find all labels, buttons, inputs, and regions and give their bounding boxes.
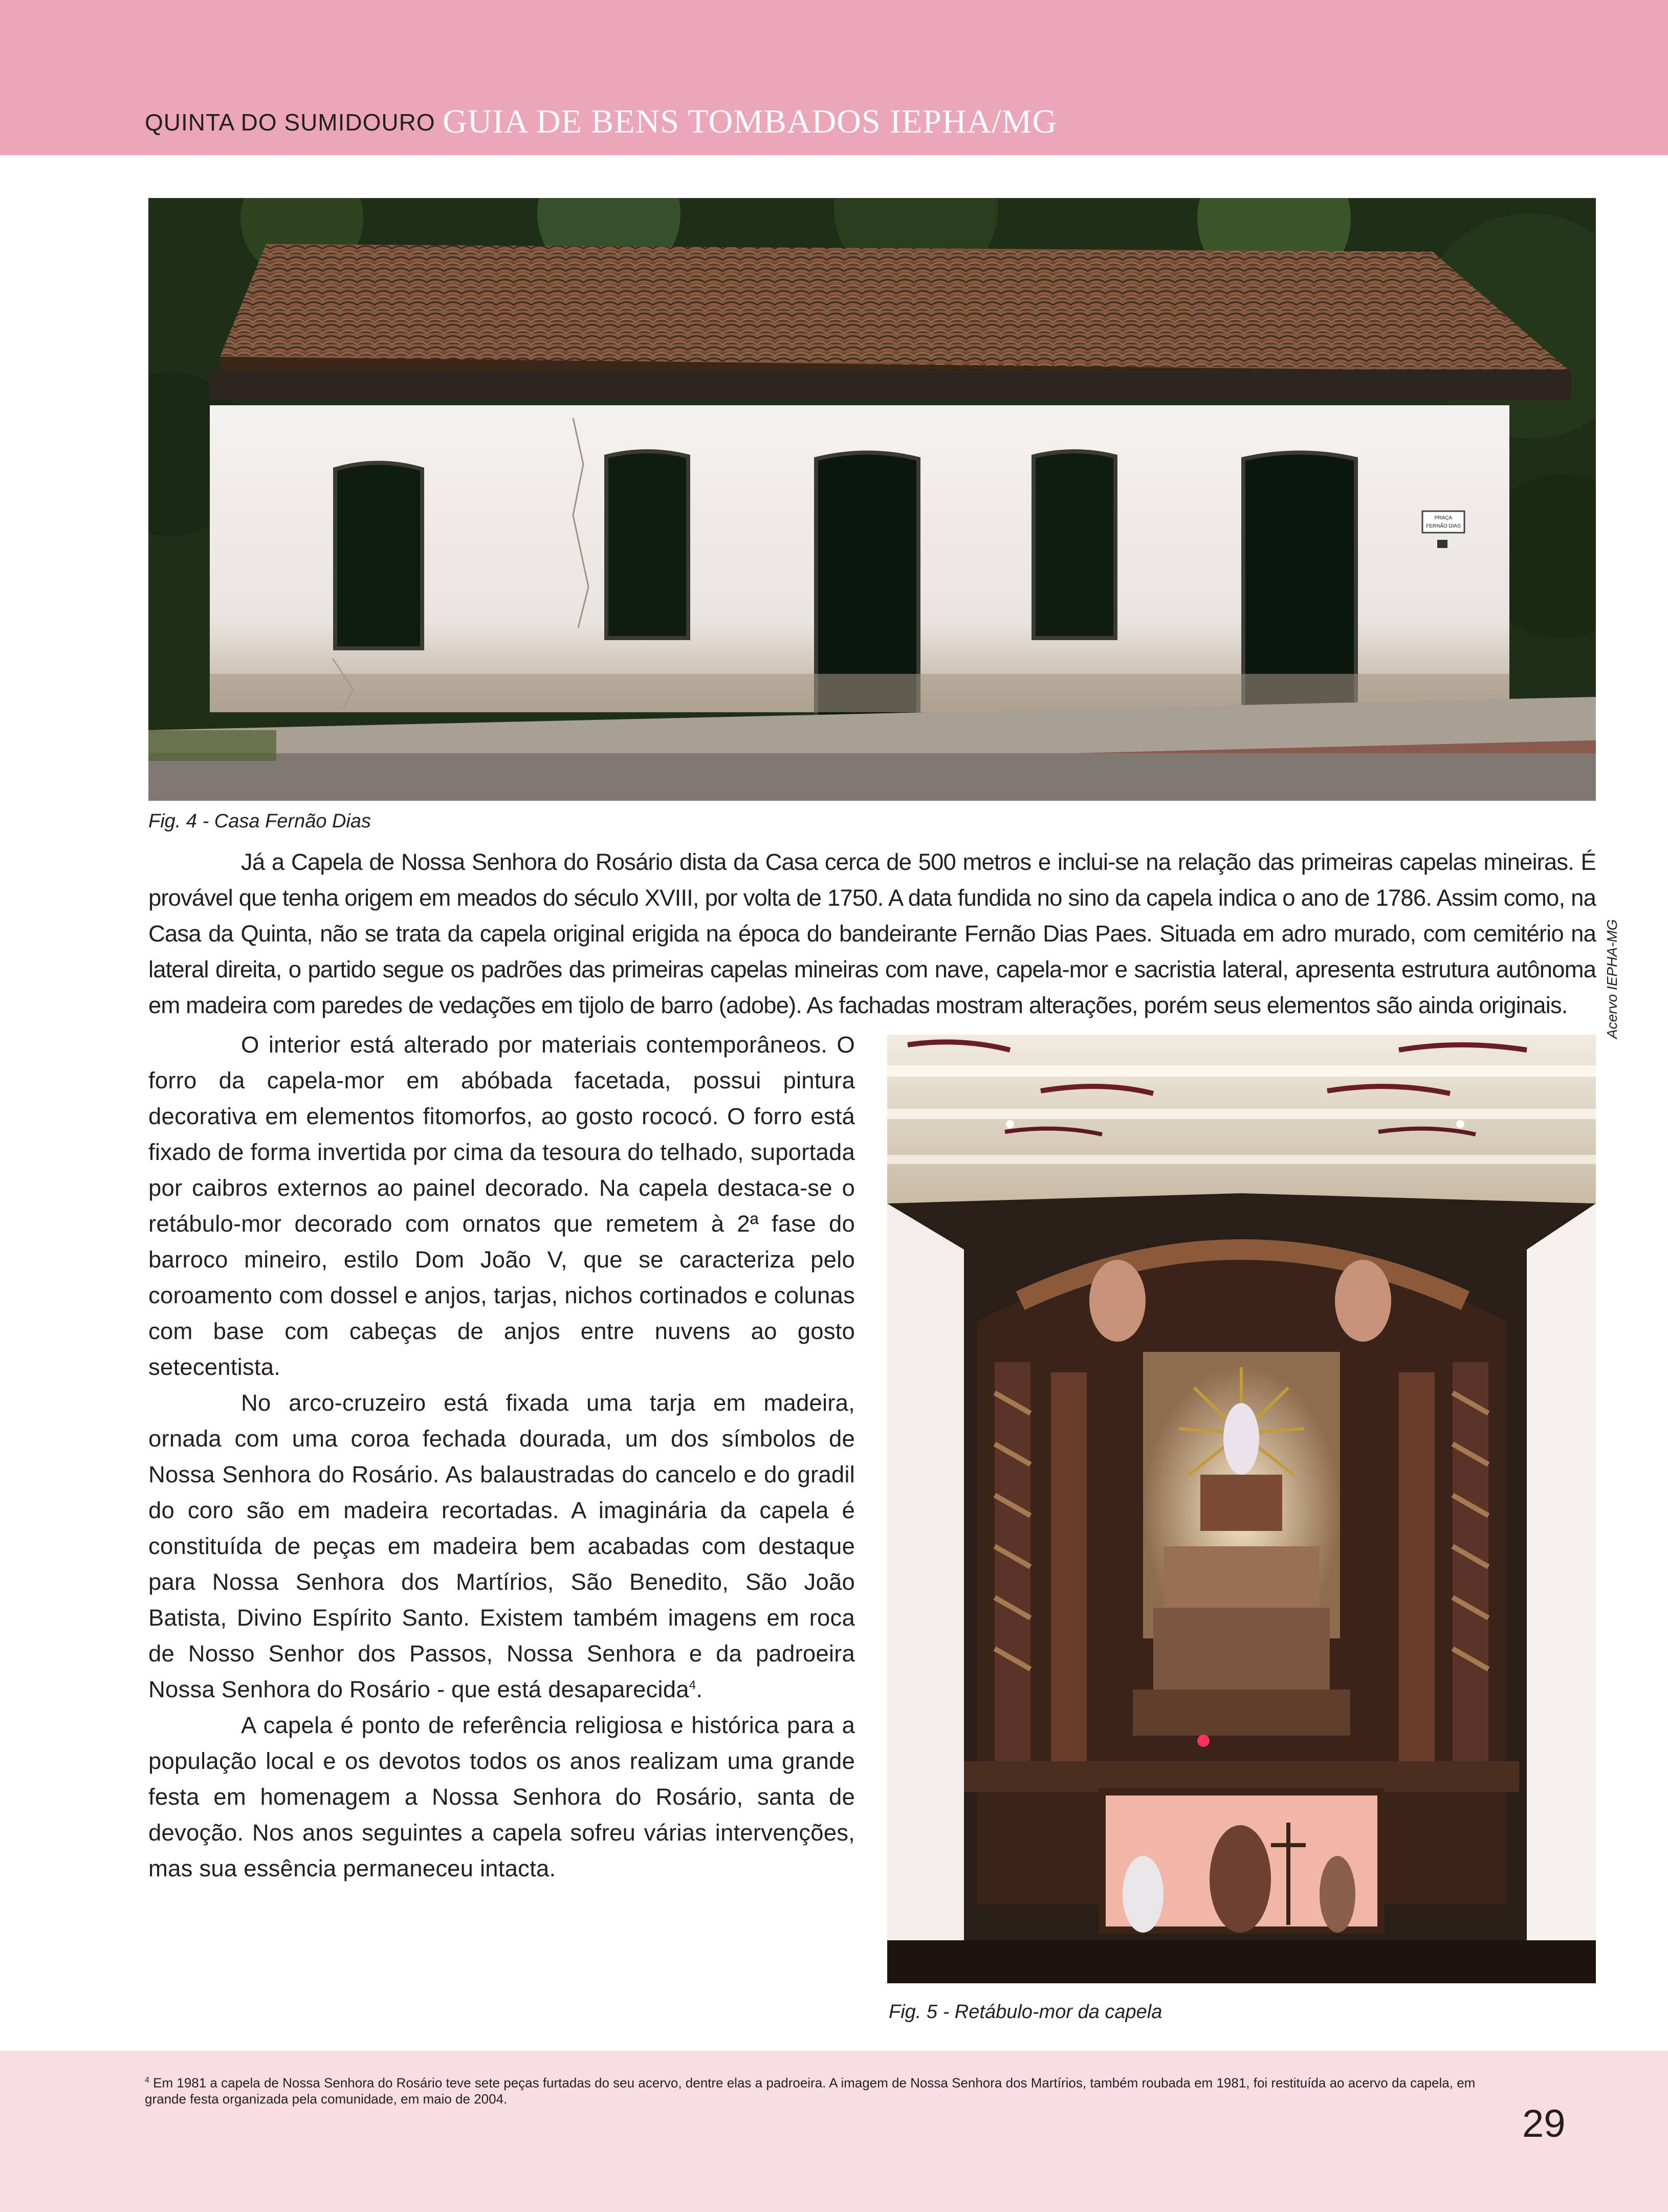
street-sign-line2: FERNÃO DIAS — [1426, 523, 1461, 529]
footnote-marker: 4 — [145, 2076, 149, 2085]
footnote-text: Em 1981 a capela de Nossa Senhora do Rosário teve sete peças furtadas do seu acervo, dentre elas a padroeira. A imagem de Nossa Senhora dos Martírios, também roubada em 1981, foi restituída ao acervo da capela, em grande festa organizada pela comunidade, em maio de 2004. — [145, 2075, 1476, 2107]
paragraph-1: Já a Capela de Nossa Senhora do Rosário dista da Casa cerca de 500 metros e inclui-se na relação das primeiras capelas mineiras. É provável que tenha origem em meados do século XVIII, por volta de 1750. A data fundida no sino da capela indica o ano de 1786. Assim como, na Casa da Quinta, não se trata da capela original erigida na época do bandeirante Fernão Dias Paes. Situada em adro murado, com cemitério na lateral direita, o partido segue os padrões das primeiras capelas mineiras com nave, capela-mor e sacristia lateral, apresenta estrutura autônoma em madeira com paredes de vedações em tijolo de barro (adobe). As fachadas mostram alterações, porém seus elementos são ainda originais. — [148, 849, 1596, 1018]
body-text-column — [148, 1027, 855, 1887]
footnote — [145, 2072, 1496, 2107]
figure-5-caption: Fig. 5 - Retábulo-mor da capela — [889, 2001, 1162, 2023]
photo-credit: Acervo IEPHA-MG — [1604, 919, 1620, 1039]
page-number: 29 — [1522, 2102, 1566, 2145]
body-text-intro — [148, 844, 1596, 1023]
header-publication-title: GUIA DE BENS TOMBADOS IEPHA/MG — [443, 103, 1058, 140]
paragraph-4: A capela é ponto de referência religiosa e histórica para a população local e os devotos todos os anos realizam uma grande festa em homenagem a Nossa Senhora do Rosário, santa de devoção. Nos anos seguintes a capela sofreu várias intervenções, mas sua essência permaneceu intacta. — [148, 1712, 855, 1881]
house-photo — [148, 198, 1596, 801]
header-section-title: QUINTA DO SUMIDOURO — [145, 109, 435, 136]
paragraph-3-text: No arco-cruzeiro está fixada uma tarja em madeira, ornada com uma coroa fechada dourada, um dos símbolos de Nossa Senhora do Rosário. As balaustradas do cancelo e do gradil do coro são em madeira recortadas. A imaginária da capela é constituída de peças em madeira bem acabadas com destaque para Nossa Senhora dos Martírios, São Benedito, São João Batista, Divino Espírito Santo. Existem também imagens em roca de Nosso Senhor dos Passos, Nossa Senhora e da padroeira Nossa Senhora do Rosário - que está desaparecida — [148, 1390, 855, 1702]
street-sign-line1: PRAÇA — [1434, 515, 1453, 521]
street-sign — [1422, 511, 1464, 533]
house-number-plate — [1437, 540, 1447, 548]
altarpiece-photo — [887, 1035, 1596, 1983]
figure-4-caption: Fig. 4 - Casa Fernão Dias — [148, 811, 371, 832]
paragraph-2: O interior está alterado por materiais contemporâneos. O forro da capela-mor em abóbada facetada, possui pintura decorativa em elementos fitomorfos, ao gosto rococó. O forro está fixado de forma invertida por cima da tesoura do telhado, suportada por caibros externos ao painel decorado. Na capela destaca-se o retábulo-mor decorado com ornatos que remetem à 2ª fase do barroco mineiro, estilo Dom João V, que se caracteriza pelo coroamento com dossel e anjos, tarjas, nichos cortinados e colunas com base com cabeças de anjos entre nuvens ao gosto setecentista. — [148, 1032, 855, 1380]
paragraph-3: No arco-cruzeiro está fixada uma tarja em madeira, ornada com uma coroa fechada dourada, um dos símbolos de Nossa Senhora do Rosário. As balaustradas do cancelo e do gradil do coro são em madeira recortadas. A imaginária da capela é constituída de peças em madeira bem acabadas com destaque para Nossa Senhora dos Martírios, São Benedito, São João Batista, Divino Espírito Santo. Existem também imagens em roca de Nosso Senhor dos Passos, Nossa Senhora e da padroeira Nossa Senhora do Rosário - que está desaparecida$^4$. — [148, 1390, 855, 1702]
footnote-reference[interactable]: 4 — [689, 1678, 696, 1692]
